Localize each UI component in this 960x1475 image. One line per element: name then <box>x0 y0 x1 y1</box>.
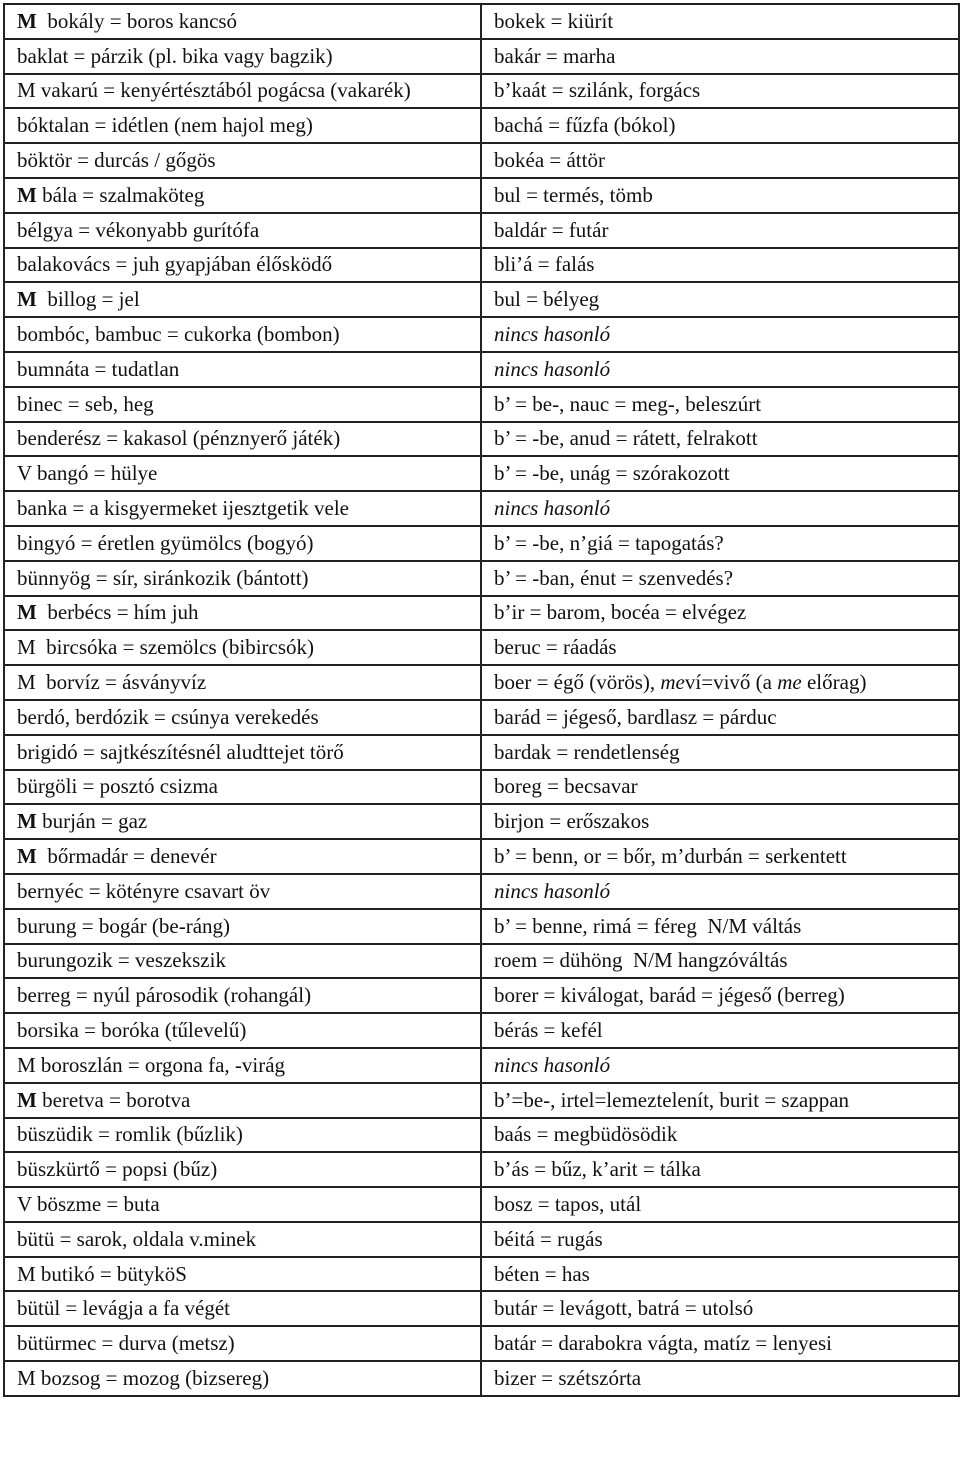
entry-text: butár = levágott, batrá = utolsó <box>494 1296 754 1321</box>
entry-text: bőrmadár = denevér <box>36 844 217 869</box>
entry-text: M vakarú = kenyértésztából pogácsa (vakarék) <box>17 78 411 103</box>
table-row <box>4 596 959 631</box>
entry-text: bürgöli = posztó csizma <box>17 774 219 799</box>
table-row <box>4 1361 959 1396</box>
table-row <box>4 1326 959 1361</box>
entry-text: M <box>17 600 37 625</box>
table-row <box>4 491 959 526</box>
table-row <box>4 804 959 839</box>
comparison-entry-cell <box>481 978 959 1013</box>
table-row <box>4 1152 959 1187</box>
table-row <box>4 700 959 735</box>
table-row <box>4 526 959 561</box>
hungarian-entry-cell <box>4 1048 481 1083</box>
table-row <box>4 561 959 596</box>
comparison-entry-cell <box>481 770 959 805</box>
hungarian-entry-cell <box>4 874 481 909</box>
hungarian-entry-cell <box>4 387 481 422</box>
comparison-entry-cell <box>481 839 959 874</box>
entry-text: M <box>17 809 37 834</box>
table-row <box>4 874 959 909</box>
table-row <box>4 422 959 457</box>
table-row <box>4 630 959 665</box>
comparison-entry-cell <box>481 282 959 317</box>
hungarian-entry-cell <box>4 1291 481 1326</box>
entry-text: berreg = nyúl párosodik (rohangál) <box>17 983 312 1008</box>
hungarian-entry-cell <box>4 248 481 283</box>
entry-text: benderész = kakasol (pénznyerő játék) <box>17 426 341 451</box>
entry-text: burungozik = veszekszik <box>17 948 226 973</box>
entry-text: b’ = benn, or = bőr, m’durbán = serkentett <box>494 844 847 869</box>
entry-text: nincs hasonló <box>494 1052 611 1077</box>
entry-text: b’ = be-, nauc = meg-, beleszúrt <box>494 391 762 416</box>
table-row <box>4 387 959 422</box>
table-row <box>4 1048 959 1083</box>
comparison-entry-cell <box>481 1187 959 1222</box>
table-row <box>4 74 959 109</box>
hungarian-entry-cell <box>4 526 481 561</box>
comparison-entry-cell <box>481 944 959 979</box>
hungarian-entry-cell <box>4 1013 481 1048</box>
entry-text: bóktalan = idétlen (nem hajol meg) <box>17 113 313 138</box>
entry-text: bünnyög = sír, siránkozik (bántott) <box>17 565 309 590</box>
entry-text: büszüdik = romlik (bűzlik) <box>17 1122 243 1147</box>
hungarian-entry-cell <box>4 944 481 979</box>
comparison-entry-cell <box>481 248 959 283</box>
entry-text: birjon = erőszakos <box>494 809 650 834</box>
entry-text: barád = jégeső, bardlasz = párduc <box>494 704 777 729</box>
comparison-entry-cell <box>481 74 959 109</box>
comparison-entry-cell <box>481 1291 959 1326</box>
entry-text: bizer = szétszórta <box>494 1365 642 1390</box>
hungarian-entry-cell <box>4 909 481 944</box>
comparison-entry-cell <box>481 422 959 457</box>
hungarian-entry-cell <box>4 561 481 596</box>
comparison-entry-cell <box>481 909 959 944</box>
entry-text: batár = darabokra vágta, matíz = lenyesi <box>494 1331 832 1356</box>
comparison-entry-cell <box>481 1048 959 1083</box>
comparison-entry-cell <box>481 1361 959 1396</box>
hungarian-entry-cell <box>4 804 481 839</box>
entry-text: M <box>17 182 37 207</box>
entry-text: böktör = durcás / gőgös <box>17 148 216 173</box>
entry-text: bul = bélyeg <box>494 287 600 312</box>
hungarian-entry-cell <box>4 839 481 874</box>
hungarian-entry-cell <box>4 665 481 700</box>
hungarian-entry-cell <box>4 39 481 74</box>
comparison-entry-cell <box>481 1222 959 1257</box>
table-row <box>4 108 959 143</box>
comparison-entry-cell <box>481 317 959 352</box>
entry-text: bélgya = vékonyabb gurítófa <box>17 217 260 242</box>
table-row <box>4 1187 959 1222</box>
comparison-entry-cell <box>481 1257 959 1292</box>
entry-text: b’kaát = szilánk, forgács <box>494 78 701 103</box>
entry-text: binec = seb, heg <box>17 391 154 416</box>
entry-text: roem = dühöng N/M hangzóváltás <box>494 948 788 973</box>
hungarian-entry-cell <box>4 1187 481 1222</box>
table-row <box>4 735 959 770</box>
entry-text: bli’á = falás <box>494 252 595 277</box>
entry-text: berbécs = hím juh <box>36 600 199 625</box>
table-row <box>4 39 959 74</box>
comparison-entry-cell <box>481 700 959 735</box>
entry-text: beruc = ráadás <box>494 635 617 660</box>
entry-text: banka = a kisgyermeket ijesztgetik vele <box>17 496 349 521</box>
hungarian-entry-cell <box>4 1083 481 1118</box>
entry-text: burján = gaz <box>36 809 148 834</box>
hungarian-entry-cell <box>4 630 481 665</box>
comparison-entry-cell <box>481 456 959 491</box>
entry-text: b’ir = barom, bocéa = elvégez <box>494 600 747 625</box>
hungarian-entry-cell <box>4 74 481 109</box>
hungarian-entry-cell <box>4 108 481 143</box>
entry-text: ví=vivő (a <box>684 670 778 695</box>
entry-text: bütül = levágja a fa végét <box>17 1296 231 1321</box>
table-row <box>4 1291 959 1326</box>
entry-text: M <box>17 844 37 869</box>
entry-text: M bircsóka = szemölcs (bibircsók) <box>17 635 315 660</box>
entry-text: me <box>777 670 802 695</box>
comparison-entry-cell <box>481 178 959 213</box>
table-row <box>4 282 959 317</box>
entry-text: M <box>17 287 37 312</box>
hungarian-entry-cell <box>4 352 481 387</box>
comparison-entry-cell <box>481 1326 959 1361</box>
entry-text: b’ = -be, anud = rátett, felrakott <box>494 426 758 451</box>
hungarian-entry-cell <box>4 770 481 805</box>
comparison-entry-cell <box>481 735 959 770</box>
table-row <box>4 1118 959 1153</box>
hungarian-entry-cell <box>4 1326 481 1361</box>
entry-text: b’ = -be, unág = szórakozott <box>494 461 730 486</box>
comparison-entry-cell <box>481 596 959 631</box>
hungarian-entry-cell <box>4 213 481 248</box>
entry-text: M boroszlán = orgona fa, -virág <box>17 1052 286 1077</box>
glossary-table <box>3 3 960 1397</box>
entry-text: bardak = rendetlenség <box>494 739 680 764</box>
entry-text: előrag) <box>801 670 867 695</box>
hungarian-entry-cell <box>4 596 481 631</box>
hungarian-entry-cell <box>4 491 481 526</box>
table-row <box>4 352 959 387</box>
entry-text: bernyéc = kötényre csavart öv <box>17 878 271 903</box>
entry-text: b’ás = bűz, k’arit = tálka <box>494 1157 701 1182</box>
hungarian-entry-cell <box>4 700 481 735</box>
hungarian-entry-cell <box>4 1118 481 1153</box>
table-row <box>4 770 959 805</box>
comparison-entry-cell <box>481 213 959 248</box>
entry-text: balakovács = juh gyapjában élősködő <box>17 252 333 277</box>
comparison-entry-cell <box>481 1013 959 1048</box>
entry-text: bakár = marha <box>494 43 616 68</box>
table-row <box>4 1083 959 1118</box>
entry-text: me <box>660 670 685 695</box>
entry-text: M bozsog = mozog (bizsereg) <box>17 1365 270 1390</box>
hungarian-entry-cell <box>4 1152 481 1187</box>
comparison-entry-cell <box>481 526 959 561</box>
glossary-body <box>4 4 959 1396</box>
comparison-entry-cell <box>481 561 959 596</box>
entry-text: brigidó = sajtkészítésnél aludttejet törő <box>17 739 344 764</box>
table-row <box>4 944 959 979</box>
entry-text: bumnáta = tudatlan <box>17 356 180 381</box>
comparison-entry-cell <box>481 4 959 39</box>
entry-text: boer = égő (vörös), <box>494 670 661 695</box>
table-row <box>4 213 959 248</box>
entry-text: bála = szalmaköteg <box>36 182 205 207</box>
hungarian-entry-cell <box>4 317 481 352</box>
entry-text: bütürmec = durva (metsz) <box>17 1331 235 1356</box>
comparison-entry-cell <box>481 874 959 909</box>
entry-text: bokek = kiürít <box>494 8 614 33</box>
comparison-entry-cell <box>481 387 959 422</box>
entry-text: billog = jel <box>36 287 140 312</box>
entry-text: burung = bogár (be-ráng) <box>17 913 231 938</box>
hungarian-entry-cell <box>4 1222 481 1257</box>
table-row <box>4 978 959 1013</box>
table-row <box>4 1257 959 1292</box>
entry-text: berdó, berdózik = csúnya verekedés <box>17 704 319 729</box>
entry-text: M <box>17 8 37 33</box>
comparison-entry-cell <box>481 1083 959 1118</box>
entry-text: bokály = boros kancsó <box>36 8 238 33</box>
entry-text: borer = kiválogat, barád = jégeső (berreg) <box>494 983 845 1008</box>
comparison-entry-cell <box>481 108 959 143</box>
entry-text: bokéa = áttör <box>494 148 605 173</box>
entry-text: boreg = becsavar <box>494 774 638 799</box>
hungarian-entry-cell <box>4 735 481 770</box>
hungarian-entry-cell <box>4 4 481 39</box>
entry-text: M borvíz = ásványvíz <box>17 670 207 695</box>
entry-text: M butikó = bütyköS <box>17 1261 187 1286</box>
entry-text: baldár = futár <box>494 217 609 242</box>
hungarian-entry-cell <box>4 456 481 491</box>
entry-text: nincs hasonló <box>494 322 611 347</box>
entry-text: béten = has <box>494 1261 590 1286</box>
comparison-entry-cell <box>481 491 959 526</box>
table-row <box>4 456 959 491</box>
entry-text: b’ = -ban, énut = szenvedés? <box>494 565 734 590</box>
entry-text: bütü = sarok, oldala v.minek <box>17 1226 257 1251</box>
comparison-entry-cell <box>481 352 959 387</box>
table-row <box>4 143 959 178</box>
hungarian-entry-cell <box>4 1361 481 1396</box>
entry-text: bombóc, bambuc = cukorka (bombon) <box>17 322 340 347</box>
entry-text: b’ = -be, n’giá = tapogatás? <box>494 530 724 555</box>
entry-text: baás = megbüdösödik <box>494 1122 678 1147</box>
table-row <box>4 248 959 283</box>
entry-text: M <box>17 1087 37 1112</box>
hungarian-entry-cell <box>4 422 481 457</box>
table-row <box>4 4 959 39</box>
entry-text: b’=be-, irtel=lemeztelenít, burit = szappan <box>494 1087 850 1112</box>
table-row <box>4 909 959 944</box>
table-row <box>4 1013 959 1048</box>
entry-text: nincs hasonló <box>494 496 611 521</box>
table-row <box>4 839 959 874</box>
table-row <box>4 317 959 352</box>
comparison-entry-cell <box>481 630 959 665</box>
entry-text: beretva = borotva <box>36 1087 191 1112</box>
entry-text: bingyó = éretlen gyümölcs (bogyó) <box>17 530 314 555</box>
entry-text: bérás = kefél <box>494 1018 603 1042</box>
hungarian-entry-cell <box>4 178 481 213</box>
comparison-entry-cell <box>481 143 959 178</box>
hungarian-entry-cell <box>4 282 481 317</box>
entry-text: bosz = tapos, utál <box>494 1191 642 1216</box>
table-row <box>4 1222 959 1257</box>
entry-text: V böszme = buta <box>17 1191 160 1216</box>
hungarian-entry-cell <box>4 143 481 178</box>
comparison-entry-cell <box>481 665 959 700</box>
entry-text: béitá = rugás <box>494 1226 603 1251</box>
entry-text: bul = termés, tömb <box>494 182 653 207</box>
entry-text: b’ = benne, rimá = féreg N/M váltás <box>494 913 802 938</box>
table-row <box>4 665 959 700</box>
comparison-entry-cell <box>481 804 959 839</box>
entry-text: nincs hasonló <box>494 356 611 381</box>
entry-text: büszkürtő = popsi (bűz) <box>17 1157 218 1182</box>
comparison-entry-cell <box>481 1152 959 1187</box>
entry-text: bachá = fűzfa (bókol) <box>494 113 676 138</box>
comparison-entry-cell <box>481 39 959 74</box>
table-row <box>4 178 959 213</box>
hungarian-entry-cell <box>4 1257 481 1292</box>
hungarian-entry-cell <box>4 978 481 1013</box>
entry-text: borsika = boróka (tűlevelű) <box>17 1018 247 1042</box>
entry-text: baklat = párzik (pl. bika vagy bagzik) <box>17 43 333 68</box>
entry-text: nincs hasonló <box>494 878 611 903</box>
entry-text: V bangó = hülye <box>17 461 158 486</box>
comparison-entry-cell <box>481 1118 959 1153</box>
